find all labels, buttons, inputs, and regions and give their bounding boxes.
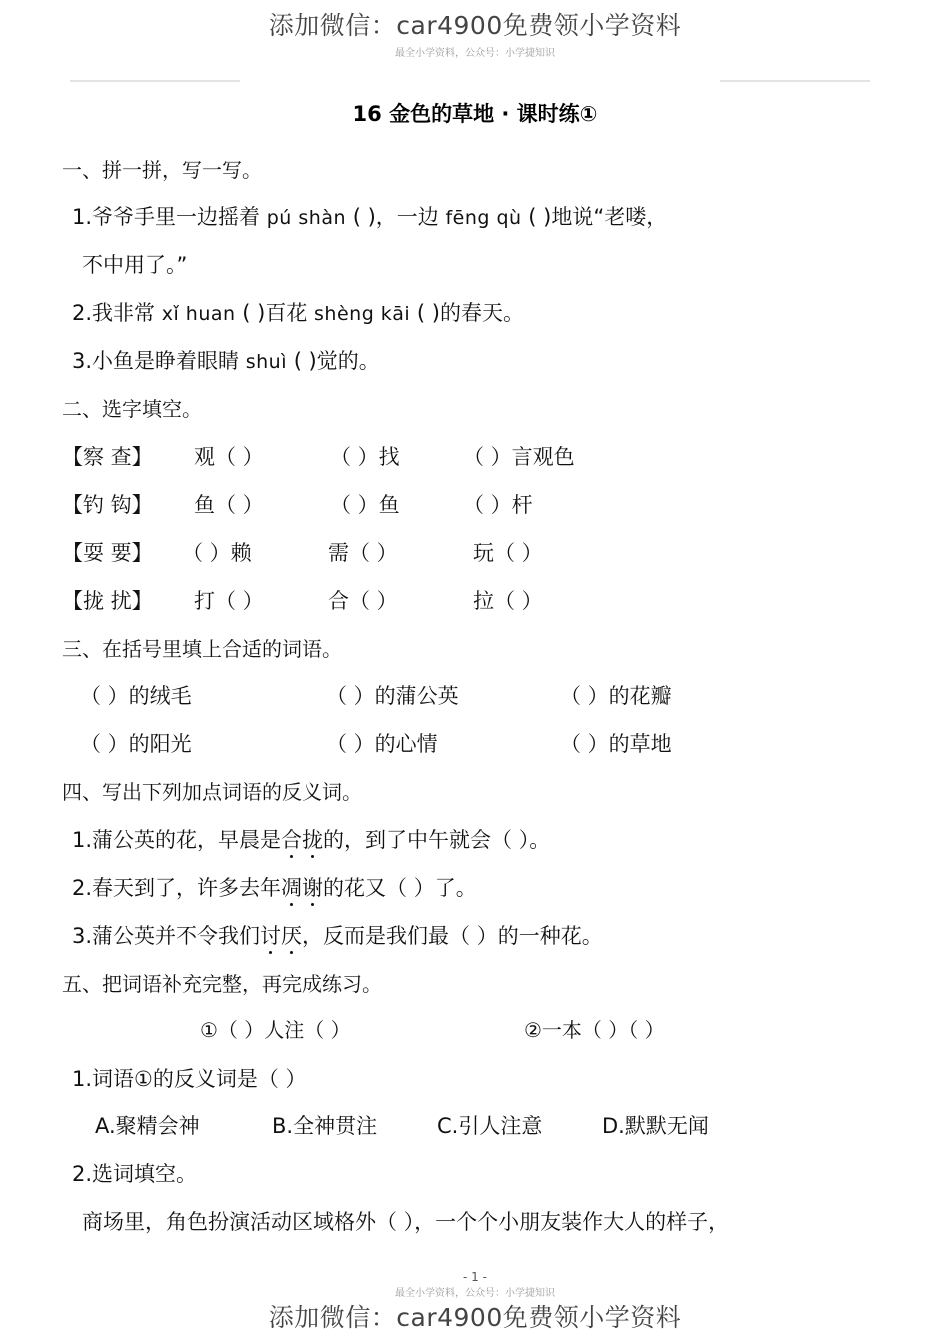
header-rule-left — [70, 80, 240, 82]
s2-group-label: 【察 查】 — [62, 445, 153, 469]
header-rule-right — [720, 80, 870, 82]
option-b[interactable]: B.全神贯注 — [272, 1114, 378, 1138]
s5-question-2-text: 商场里，角色扮演活动区域格外（ ），一个个小朋友装作大人的样子， — [82, 1210, 730, 1234]
pinyin-fengqu: fēng qù — [445, 207, 522, 229]
s2-blank[interactable]: （ ）鱼 — [330, 493, 400, 517]
s2-blank[interactable]: （ ）赖 — [182, 541, 252, 565]
s2-blank[interactable]: （ ）言观色 — [463, 445, 575, 469]
s3-blank[interactable]: （ ）的心情 — [326, 732, 438, 756]
s2-blank[interactable]: （ ）找 — [330, 445, 400, 469]
s3-blank[interactable]: （ ）的蒲公英 — [326, 684, 459, 708]
bottom-banner: 添加微信：car4900免费领小学资料 — [268, 1303, 682, 1332]
s2-blank[interactable]: 需（ ） — [328, 541, 398, 565]
s5-question-2: 2.选词填空。 — [72, 1162, 198, 1186]
answer-blank[interactable]: ( ) — [416, 301, 440, 325]
option-c[interactable]: C.引人注意 — [437, 1114, 543, 1138]
s2-group-label: 【拢 扰】 — [62, 589, 153, 613]
dotted-word — [260, 924, 302, 948]
pinyin-shengkai: shèng kāi — [314, 303, 411, 325]
pinyin-shui: shuì — [245, 351, 287, 373]
s2-blank[interactable]: 鱼（ ） — [194, 493, 264, 517]
answer-blank[interactable]: ( ) — [242, 301, 266, 325]
s1-question-1: 1.爷爷手里一边摇着 pú shàn ( )，一边 fēng qù ( )地说“老喽， — [72, 205, 668, 229]
s4-question-1: 1.蒲公英的花，早晨是合拢的，到了中午就会（ ）。 — [72, 824, 550, 854]
s3-blank[interactable]: （ ）的花瓣 — [560, 684, 672, 708]
page-number: - 1 - — [463, 1270, 487, 1284]
s2-blank[interactable]: 玩（ ） — [473, 541, 543, 565]
s2-blank[interactable]: （ ）杆 — [463, 493, 533, 517]
option-a[interactable]: A.聚精会神 — [95, 1114, 200, 1138]
header-subtext: 最全小学资料，公众号：小学捷知识 — [395, 48, 555, 59]
answer-blank[interactable]: ( ) — [528, 205, 552, 229]
s2-blank[interactable]: 观（ ） — [194, 445, 264, 469]
section-3-heading: 三、在括号里填上合适的词语。 — [62, 637, 342, 661]
answer-blank[interactable]: ( ) — [293, 349, 317, 373]
footer-subtext: 最全小学资料，公众号：小学捷知识 — [395, 1288, 555, 1299]
s3-blank[interactable]: （ ）的阳光 — [80, 732, 192, 756]
s2-blank[interactable]: 拉（ ） — [473, 589, 543, 613]
option-d[interactable]: D.默默无闻 — [602, 1114, 709, 1138]
section-1-heading: 一、拼一拼，写一写。 — [62, 158, 262, 182]
s1-question-1-cont: 不中用了。” — [82, 253, 188, 277]
s2-group-label: 【钓 钩】 — [62, 493, 153, 517]
s1-question-2: 2.我非常 xǐ huan ( )百花 shèng kāi ( )的春天。 — [72, 301, 524, 325]
s2-group-label: 【耍 要】 — [62, 541, 153, 565]
section-2-heading: 二、选字填空。 — [62, 397, 202, 421]
answer-blank[interactable]: ( ) — [352, 205, 376, 229]
dotted-char: 厌 — [281, 920, 302, 950]
dotted-char: 合 — [281, 824, 302, 854]
dotted-char: 凋 — [281, 872, 302, 902]
dotted-word — [281, 828, 323, 852]
top-banner: 添加微信：car4900免费领小学资料 — [268, 11, 682, 40]
s1-question-3: 3.小鱼是睁着眼睛 shuì ( )觉的。 — [72, 349, 380, 373]
s4-question-2: 2.春天到了，许多去年凋谢的花又（ ）了。 — [72, 872, 477, 902]
dotted-char: 讨 — [260, 920, 281, 950]
s2-blank[interactable]: 打（ ） — [194, 589, 264, 613]
section-5-heading: 五、把词语补充完整，再完成练习。 — [62, 972, 382, 996]
s5-question-1: 1.词语①的反义词是（ ） — [72, 1067, 307, 1091]
dotted-char: 谢 — [302, 872, 323, 902]
s4-question-3: 3.蒲公英并不令我们讨厌，反而是我们最（ ）的一种花。 — [72, 920, 603, 950]
s5-word-2[interactable]: ②一本（ ）（ ） — [524, 1018, 665, 1042]
s3-blank[interactable]: （ ）的绒毛 — [80, 684, 192, 708]
page-title: 16 金色的草地 · 课时练① — [352, 102, 598, 126]
s2-blank[interactable]: 合（ ） — [328, 589, 398, 613]
section-4-heading: 四、写出下列加点词语的反义词。 — [62, 780, 362, 804]
s5-word-1[interactable]: ①（ ）人注（ ） — [200, 1018, 351, 1042]
pinyin-xihuan: xǐ huan — [161, 303, 236, 325]
pinyin-pushan: pú shàn — [266, 207, 347, 229]
s3-blank[interactable]: （ ）的草地 — [560, 732, 672, 756]
dotted-char: 拢 — [302, 824, 323, 854]
dotted-word — [281, 876, 323, 900]
